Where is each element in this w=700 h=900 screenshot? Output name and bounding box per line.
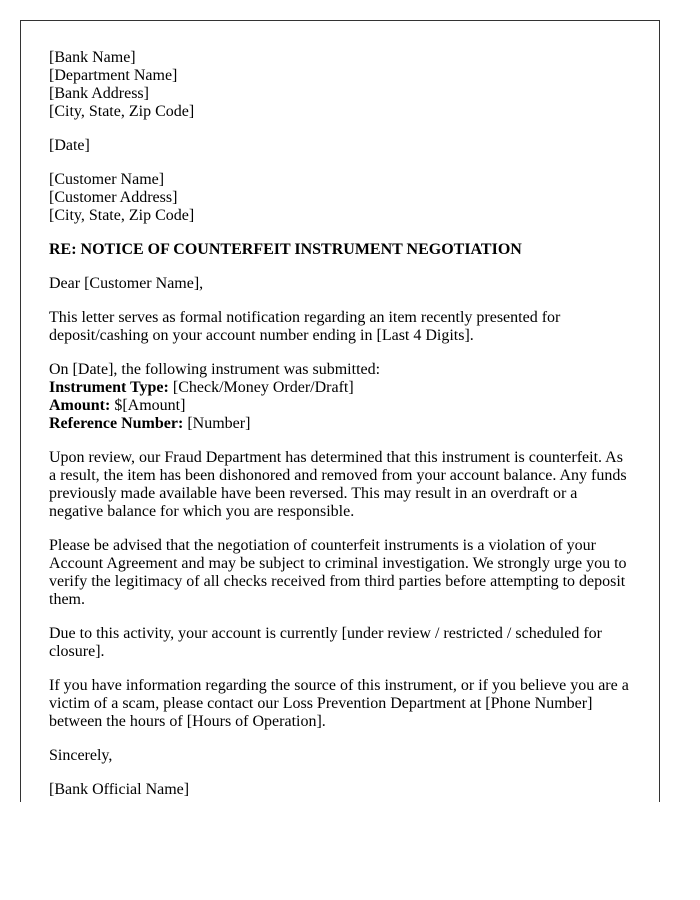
- instrument-details: [49, 361, 629, 433]
- closing: Sincerely,: [49, 747, 113, 764]
- contact-paragraph: If you have information regarding the source of this instrument, or if you believe you are a victim of a scam, please contact our Loss Prevention Department at [Phone Number] between the hours of [Hours of Operation].: [49, 677, 629, 730]
- details-lead: On [Date], the following instrument was submitted:: [49, 361, 381, 378]
- customer-city: [City, State, Zip Code]: [49, 207, 195, 224]
- reference-value: [Number]: [183, 415, 251, 432]
- subject-line: [49, 241, 629, 259]
- bank-city: [City, State, Zip Code]: [49, 103, 195, 120]
- amount-label: Amount:: [49, 397, 111, 414]
- subject-text: RE: NOTICE OF COUNTERFEIT INSTRUMENT NEGOTIATION: [49, 241, 522, 258]
- reference-label: Reference Number:: [49, 415, 184, 432]
- bank-address: [Bank Address]: [49, 85, 149, 102]
- department-name: [Department Name]: [49, 67, 178, 84]
- letter-page: [20, 20, 660, 802]
- amount-value: $[Amount]: [110, 397, 186, 414]
- customer-address: [Customer Address]: [49, 189, 178, 206]
- sender-address: [49, 49, 629, 121]
- customer-name: [Customer Name]: [49, 171, 165, 188]
- letter-date: [Date]: [49, 137, 90, 154]
- bank-name: [Bank Name]: [49, 49, 136, 66]
- instrument-type-label: Instrument Type:: [49, 379, 169, 396]
- review-paragraph: Upon review, our Fraud Department has determined that this instrument is counterfeit. As a result, the item has been dishonored and removed from your account balance. Any funds previously made available have been reversed. This may result in an overdraft or a negative balance for which you are responsible.: [49, 449, 627, 520]
- advisory-paragraph: Please be advised that the negotiation of counterfeit instruments is a violation of your Account Agreement and may be subject to criminal investigation. We strongly urge you to verify the legitimacy of all checks received from third parties before attempting to deposit them.: [49, 537, 627, 608]
- instrument-type-value: [Check/Money Order/Draft]: [168, 379, 354, 396]
- salutation: Dear [Customer Name],: [49, 275, 204, 292]
- recipient-address: [49, 171, 629, 225]
- intro-paragraph: This letter serves as formal notification regarding an item recently presented for deposit/cashing on your account number ending in [Last 4 Digits].: [49, 309, 561, 344]
- signature: [Bank Official Name]: [49, 781, 190, 798]
- account-status-paragraph: Due to this activity, your account is currently [under review / restricted / scheduled for closure].: [49, 625, 602, 660]
